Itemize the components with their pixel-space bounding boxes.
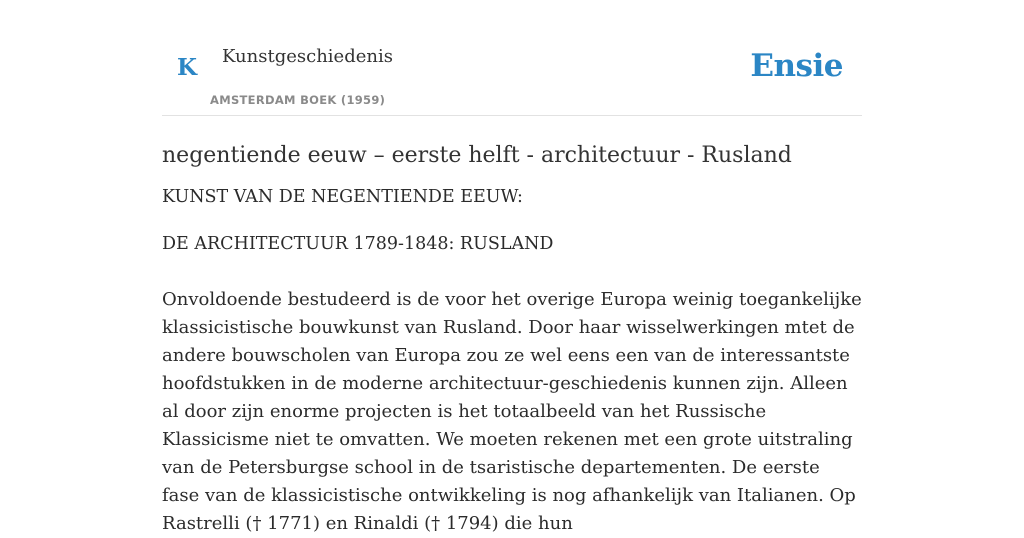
page: [162, 0, 862, 538]
book-subtitle: AMSTERDAM BOEK (1959): [210, 93, 386, 107]
article-title: negentiende eeuw – eerste helft - architectuur - Rusland: [162, 143, 792, 168]
header: [162, 0, 862, 116]
book-logo-icon[interactable]: K: [177, 54, 197, 81]
book-title-link[interactable]: Kunstgeschiedenis: [222, 46, 393, 67]
ensie-logo[interactable]: Ensie: [750, 48, 843, 84]
section-heading-architectuur: DE ARCHITECTUUR 1789-1848: RUSLAND: [162, 234, 554, 254]
article-paragraph: Onvoldoende bestudeerd is de voor het overige Europa weinig toegankelijke klassicistische bouwkunst van Rusland. Door haar wisselwerkingen mtet de andere bouwscholen van Europa zou ze wel eens een van de interessantste hoofdstukken in de moderne architectuur-geschiedenis kunnen zijn. Alleen al door zijn enorme projecten is het totaalbeeld van het Russische Klassicisme niet te omvatten. We moeten rekenen met een grote uitstraling van de Petersburgse school in de tsaristische departementen. De eerste fase van de klassicistische ontwikkeling is nog afhankelijk van Italianen. Op Rastrelli († 1771) en Rinaldi († 1794) die hun: [162, 289, 862, 534]
section-heading-kunst: KUNST VAN DE NEGENTIENDE EEUW:: [162, 187, 523, 207]
